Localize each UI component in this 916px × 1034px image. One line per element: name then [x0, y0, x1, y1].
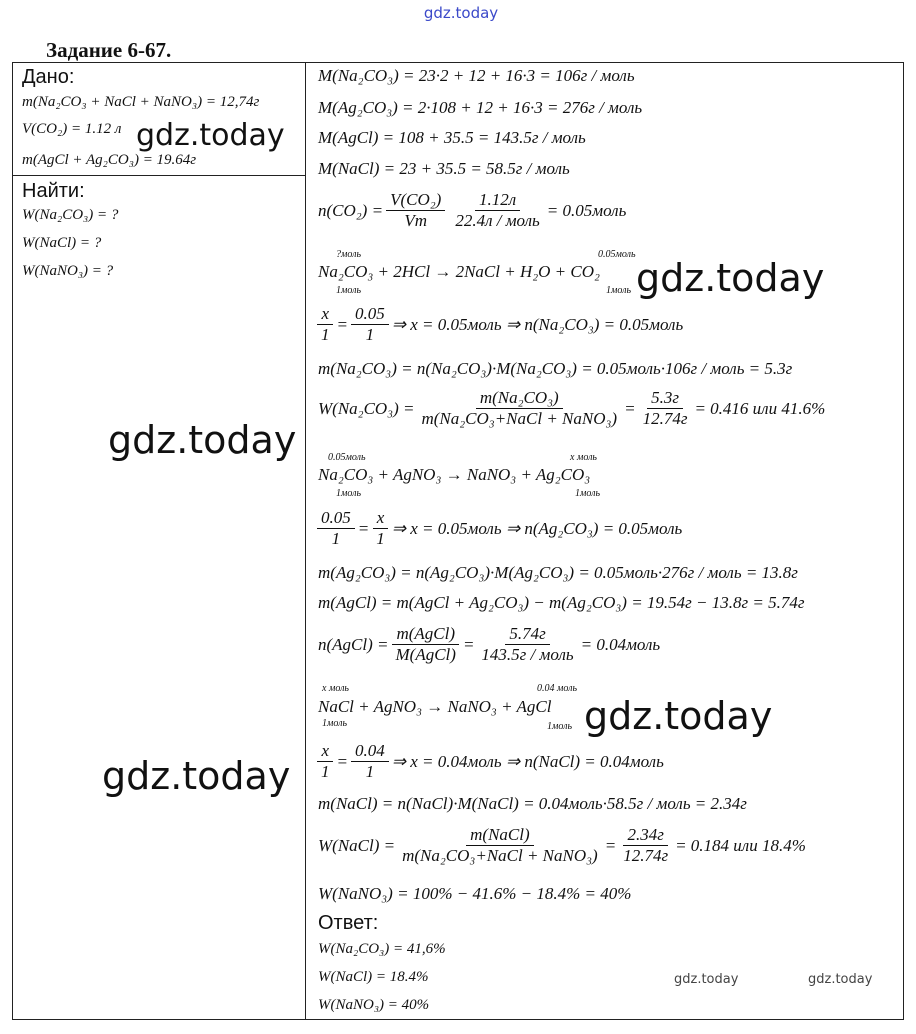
proportion-fraction: [317, 508, 355, 549]
n-agcl-lhs: n(AgCl) =: [318, 634, 389, 654]
given-line: m(Na₂CO₃ + NaCl + NaNO₃) = 12,74г: [22, 94, 260, 110]
w-nacl-equation: [318, 825, 806, 866]
watermark: gdz.today: [136, 118, 285, 153]
molar-mass-line: M(NaCl) = 23 + 35.5 = 58.5г / моль: [318, 159, 570, 178]
equals-sign: =: [357, 518, 370, 538]
molar-mass-line: M(Na₂CO₃) = 23·2 + 12 + 16·3 = 106г / моль: [318, 66, 635, 85]
proportion-2: [314, 508, 682, 549]
fraction-numerator: 1.12л: [475, 190, 520, 211]
w-na2co3-equation: [318, 388, 825, 429]
fraction-numerator: 0.04: [351, 741, 389, 762]
reaction-annotation: 1моль: [336, 285, 362, 296]
mass-agcl: m(AgCl) = m(AgCl + Ag₂CO₃) − m(Ag₂CO₃) = 19.54г − 13.8г = 5.74г: [318, 593, 805, 612]
answer-line: W(NaCl) = 18.4%: [318, 969, 429, 985]
n-co2-lhs: n(CO₂) =: [318, 200, 384, 220]
fraction-denominator: 1: [365, 762, 375, 781]
fraction-denominator: 143.5г / моль: [481, 645, 574, 664]
answer-line: W(NaNO₃) = 40%: [318, 997, 430, 1013]
equals-sign: =: [336, 751, 348, 771]
equals-sign: =: [462, 634, 475, 654]
proportion-fraction: [317, 304, 334, 345]
find-line: W(NaCl) = ?: [22, 235, 102, 251]
given-line: V(CO₂) = 1.12 л: [22, 121, 122, 137]
w2-fraction: [398, 825, 602, 866]
fraction-denominator: M(AgCl): [395, 645, 456, 664]
proportion-result: ⇒ x = 0.05моль ⇒ n(Ag₂CO₃) = 0.05моль: [391, 518, 683, 538]
w1-fraction: [417, 388, 621, 429]
equals-sign: =: [624, 398, 636, 418]
n-co2-equation: [318, 190, 626, 231]
proportion-fraction: [317, 741, 334, 782]
reaction-annotation: 1моль: [606, 285, 632, 296]
reaction-annotation: x моль: [570, 452, 597, 463]
given-title: Дано:: [22, 66, 75, 88]
mass-na2co3: m(Na₂CO₃) = n(Na₂CO₃)·M(Na₂CO₃) = 0.05моль·106г / моль = 5.3г: [318, 359, 793, 378]
n-agcl-result: = 0.04моль: [580, 634, 661, 654]
mass-nacl: m(NaCl) = n(NaCl)·M(NaCl) = 0.04моль·58.5г / моль = 2.34г: [318, 794, 747, 813]
fraction-numerator: 5.74г: [505, 624, 549, 645]
fraction-denominator: 12.74г: [623, 846, 669, 865]
n-co2-fraction-values: [451, 190, 543, 231]
reaction-annotation: 0.05моль: [598, 249, 636, 260]
fraction-denominator: 12.74г: [642, 409, 688, 428]
fraction-denominator: 1: [365, 325, 375, 344]
fraction-denominator: m(Na₂CO₃+NaCl + NaNO₃): [421, 409, 618, 428]
w1-lhs: W(Na₂CO₃) =: [318, 398, 415, 418]
fraction-numerator: x: [373, 508, 389, 529]
find-line: W(NaNO₃) = ?: [22, 263, 114, 279]
watermark: gdz.today: [636, 256, 825, 300]
fraction-denominator: 22.4л / моль: [455, 211, 540, 230]
site-header-link[interactable]: gdz.today: [423, 4, 499, 22]
watermark: gdz.today: [674, 972, 739, 987]
w1-fraction-values: [639, 388, 692, 429]
reaction-3: NaCl + AgNO₃ → NaNO₃ + AgCl: [318, 697, 552, 716]
w2-lhs: W(NaCl) =: [318, 835, 396, 855]
fraction-numerator: 0.05: [351, 304, 389, 325]
molar-mass-line: M(Ag₂CO₃) = 2·108 + 12 + 16·3 = 276г / моль: [318, 98, 643, 117]
answer-title: Ответ:: [318, 912, 379, 934]
w1-result: = 0.416 или 41.6%: [694, 398, 826, 418]
proportion-fraction: [372, 508, 389, 549]
proportion-result: ⇒ x = 0.05моль ⇒ n(Na₂CO₃) = 0.05моль: [391, 314, 684, 334]
fraction-numerator: m(NaCl): [466, 825, 534, 846]
proportion-3: [314, 741, 664, 782]
task-title: Задание 6-67.: [46, 38, 172, 62]
reaction-2: Na₂CO₃ + AgNO₃ → NaNO₃ + Ag₂CO₃: [318, 465, 591, 484]
reaction-annotation: 1моль: [575, 488, 601, 499]
reaction-annotation: 0.05моль: [328, 452, 366, 463]
fraction-denominator: 1: [321, 325, 330, 344]
fraction-numerator: V(CO₂): [386, 190, 445, 211]
equals-sign: =: [604, 835, 617, 855]
fraction-numerator: x: [317, 741, 333, 762]
n-agcl-fraction-values: [477, 624, 577, 665]
given-line: m(AgCl + Ag₂CO₃) = 19.64г: [22, 152, 197, 168]
fraction-denominator: m(Na₂CO₃+NaCl + NaNO₃): [402, 846, 598, 865]
reaction-annotation: x моль: [322, 683, 349, 694]
fraction-denominator: 1: [321, 762, 330, 781]
answer-line: W(Na₂CO₃) = 41,6%: [318, 941, 446, 957]
fraction-numerator: 2.34г: [623, 825, 667, 846]
reaction-annotation: 1моль: [336, 488, 362, 499]
find-line: W(Na₂CO₃) = ?: [22, 207, 119, 223]
proportion-1: [314, 304, 683, 345]
equals-sign: =: [336, 314, 348, 334]
table-divider-vertical: [305, 62, 306, 1020]
n-agcl-fraction: [392, 624, 460, 665]
reaction-annotation: 0.04 моль: [537, 683, 578, 694]
fraction-numerator: 0.05: [317, 508, 355, 529]
fraction-denominator: 1: [331, 529, 341, 548]
mass-ag2co3: m(Ag₂CO₃) = n(Ag₂CO₃)·M(Ag₂CO₃) = 0.05моль·276г / моль = 13.8г: [318, 563, 798, 582]
fraction-numerator: m(AgCl): [392, 624, 459, 645]
w-nano3: W(NaNO₃) = 100% − 41.6% − 18.4% = 40%: [318, 884, 632, 903]
proportion-fraction: [351, 304, 389, 345]
fraction-denominator: 1: [376, 529, 385, 548]
reaction-annotation: 1моль: [322, 718, 348, 729]
molar-mass-line: M(AgCl) = 108 + 35.5 = 143.5г / моль: [318, 128, 586, 147]
w2-result: = 0.184 или 18.4%: [675, 835, 806, 855]
fraction-denominator: Vm: [404, 211, 428, 230]
watermark: gdz.today: [584, 694, 773, 738]
n-agcl-equation: [318, 624, 660, 665]
w2-fraction-values: [619, 825, 672, 866]
find-title: Найти:: [22, 180, 85, 202]
fraction-numerator: x: [317, 304, 333, 325]
reaction-annotation: ?моль: [336, 249, 362, 260]
watermark: gdz.today: [102, 754, 291, 798]
fraction-numerator: m(Na₂CO₃): [476, 388, 563, 409]
proportion-result: ⇒ x = 0.04моль ⇒ n(NaCl) = 0.04моль: [391, 751, 664, 771]
n-co2-result: = 0.05моль: [546, 200, 627, 220]
proportion-fraction: [351, 741, 389, 782]
reaction-1: Na₂CO₃ + 2HCl → 2NaCl + H₂O + CO₂: [318, 262, 600, 281]
watermark: gdz.today: [808, 972, 873, 987]
table-divider-horizontal: [12, 175, 305, 176]
watermark: gdz.today: [108, 418, 297, 462]
n-co2-fraction: [386, 190, 445, 231]
fraction-numerator: 5.3г: [647, 388, 683, 409]
reaction-annotation: 1моль: [547, 721, 573, 732]
